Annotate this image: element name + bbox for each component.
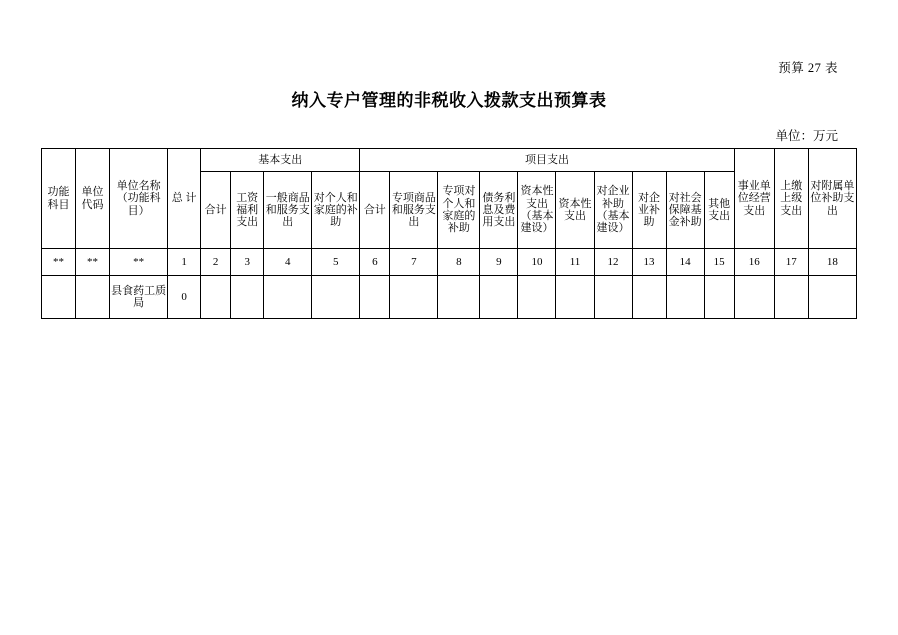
number-cell: 3 xyxy=(231,249,264,276)
data-cell-project-other xyxy=(704,276,734,319)
number-cell: ** xyxy=(110,249,168,276)
col-header-project-social-security: 对社会保障基金补助 xyxy=(666,172,704,249)
col-header-affiliated-subsidy: 对附属单位补助支出 xyxy=(808,149,856,249)
number-cell: 11 xyxy=(556,249,594,276)
data-cell-project-capital xyxy=(556,276,594,319)
number-cell: 10 xyxy=(518,249,556,276)
data-cell-project-enterprise-basic xyxy=(594,276,632,319)
col-header-project-goods-services: 专项商品和服务支出 xyxy=(390,172,438,249)
data-cell-total: 0 xyxy=(168,276,201,319)
number-cell: 15 xyxy=(704,249,734,276)
data-cell-function-subject xyxy=(42,276,76,319)
col-header-project-other: 其他支出 xyxy=(704,172,734,249)
data-cell-institution-operation xyxy=(734,276,774,319)
data-cell-project-capital-basic xyxy=(518,276,556,319)
col-header-basic-total: 合计 xyxy=(201,172,231,249)
number-cell: 5 xyxy=(312,249,360,276)
number-cell: 18 xyxy=(808,249,856,276)
col-header-basic-goods-services: 一般商品和服务支出 xyxy=(264,172,312,249)
col-header-project-family-subsidy: 专项对个人和家庭的补助 xyxy=(438,172,480,249)
number-cell: 6 xyxy=(360,249,390,276)
number-cell: ** xyxy=(76,249,110,276)
group-header-project-expenditure: 项目支出 xyxy=(360,149,734,172)
group-header-basic-expenditure: 基本支出 xyxy=(201,149,360,172)
col-header-unit-name: 单位名称（功能科目） xyxy=(110,149,168,249)
page-title: 纳入专户管理的非税收入拨款支出预算表 xyxy=(291,91,607,110)
col-header-total: 总 计 xyxy=(168,149,201,249)
data-cell-project-family-subsidy xyxy=(438,276,480,319)
col-header-project-enterprise: 对企业补助 xyxy=(632,172,666,249)
col-header-institution-operation: 事业单位经营支出 xyxy=(734,149,774,249)
data-cell-basic-family-subsidy xyxy=(312,276,360,319)
data-cell-basic-total xyxy=(201,276,231,319)
data-cell-project-social-security xyxy=(666,276,704,319)
number-cell: 8 xyxy=(438,249,480,276)
col-header-basic-family-subsidy: 对个人和家庭的补助 xyxy=(312,172,360,249)
data-cell-project-total xyxy=(360,276,390,319)
col-header-project-total: 合计 xyxy=(360,172,390,249)
number-cell: 12 xyxy=(594,249,632,276)
form-code: 预算 27 表 xyxy=(778,61,838,75)
col-header-payment-upper: 上缴上级支出 xyxy=(774,149,808,249)
number-cell: 13 xyxy=(632,249,666,276)
number-cell: ** xyxy=(42,249,76,276)
number-cell: 17 xyxy=(774,249,808,276)
col-header-project-capital: 资本性支出 xyxy=(556,172,594,249)
data-cell-project-enterprise xyxy=(632,276,666,319)
data-cell-basic-salary-welfare xyxy=(231,276,264,319)
data-cell-unit-name: 县食药工质局 xyxy=(110,276,168,319)
number-cell: 14 xyxy=(666,249,704,276)
col-header-unit-code: 单位代码 xyxy=(76,149,110,249)
table-group-header-row xyxy=(42,149,857,172)
col-header-basic-salary-welfare: 工资福利支出 xyxy=(231,172,264,249)
col-header-project-enterprise-basic: 对企业补助（基本建设） xyxy=(594,172,632,249)
data-cell-project-debt-interest xyxy=(480,276,518,319)
col-header-project-capital-basic: 资本性支出（基本建设） xyxy=(518,172,556,249)
number-cell: 4 xyxy=(264,249,312,276)
budget-table xyxy=(41,148,857,319)
number-cell: 2 xyxy=(201,249,231,276)
number-cell: 1 xyxy=(168,249,201,276)
table-number-row xyxy=(42,249,857,276)
table-row xyxy=(42,276,857,319)
unit-note: 单位：万元 xyxy=(775,129,838,143)
data-cell-unit-code xyxy=(76,276,110,319)
data-cell-project-goods-services xyxy=(390,276,438,319)
col-header-project-debt-interest: 债务利息及费用支出 xyxy=(480,172,518,249)
data-cell-affiliated-subsidy xyxy=(808,276,856,319)
data-cell-payment-upper xyxy=(774,276,808,319)
data-cell-basic-goods-services xyxy=(264,276,312,319)
number-cell: 9 xyxy=(480,249,518,276)
number-cell: 7 xyxy=(390,249,438,276)
col-header-function-subject: 功能科目 xyxy=(42,149,76,249)
number-cell: 16 xyxy=(734,249,774,276)
